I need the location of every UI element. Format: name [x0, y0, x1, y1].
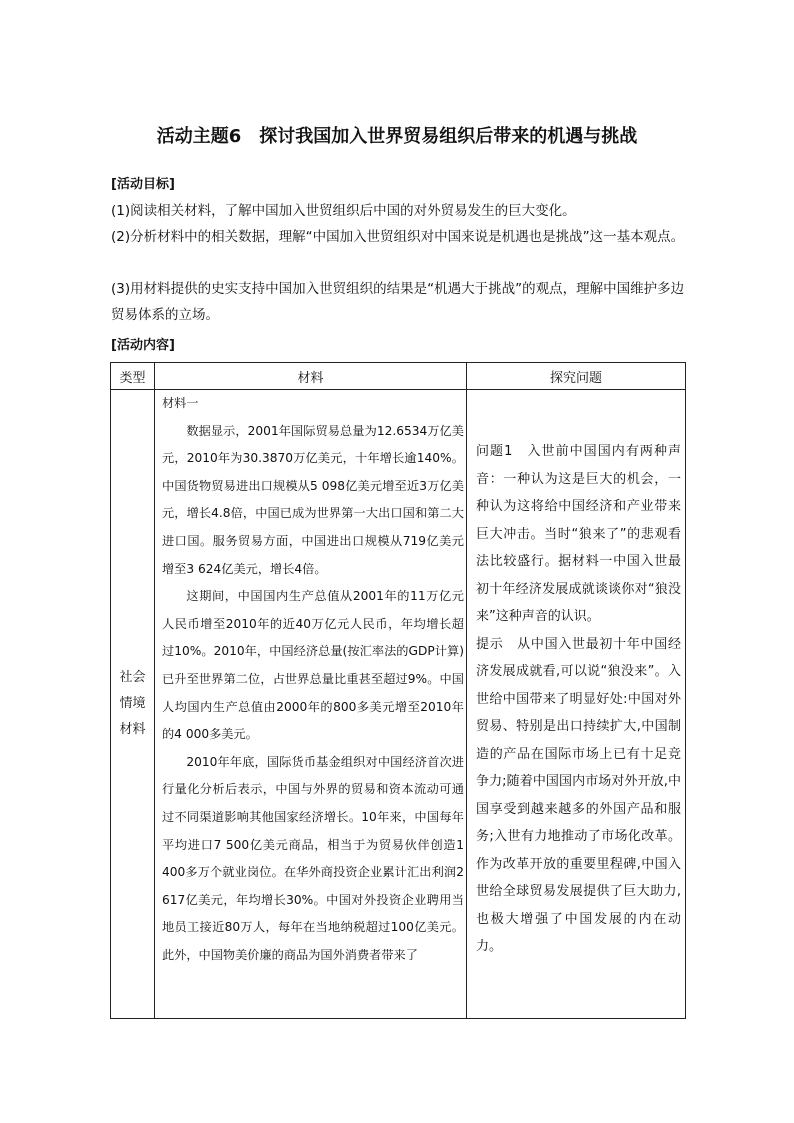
material-paragraph: 2010年年底，国际货币基金组织对中国经济首次进行量化分析后表示，中国与外界的贸易和资本流动可通过不同渠道影响其他国家经济增长。10年来，中国每年平均进口7 500亿美元商品，相当于为贸易伙伴创造1 400多万个就业岗位。在华外商投资企业累计汇出利润2 617亿美元，年均增长30%。中国对外投资企业聘用当地员工接近80万人，每年在当地纳税超过100亿美元。此外，中国物美价廉的商品为国外消费者带来了	[162, 754, 464, 962]
table-row	[111, 390, 686, 1019]
type-label-line: 情境	[119, 696, 146, 711]
type-label-line: 材料	[119, 722, 146, 737]
goal-item-3: (3)用材料提供的史实支持中国加入世贸组织的结果是“机遇大于挑战”的观点，理解中国维护多边贸易体系的立场。	[111, 281, 685, 323]
page-title: 活动主题6 探讨我国加入世界贸易组织后带来的机遇与挑战	[156, 126, 638, 147]
question-text: 问题1 入世前中国国内有两种声音：一种认为这是巨大的机会，一种认为这将给中国经济和产业带来巨大冲击。当时“狼来了”的悲观看法比较盛行。据材料一中国入世最初十年经济发展成就谈谈你对“狼没来”这种声音的认识。	[476, 444, 681, 624]
material-paragraph: 这期间，中国国内生产总值从2001年的11万亿元人民币增至2010年的近40万亿元人民币，年均增长超过10%。2010年，中国经济总量(按汇率法的GDP计算)已升至世界第二位，占世界总量比重甚至超过9%。中国人均国内生产总值由2000年的800多美元增至2010年的4 000多美元。	[162, 589, 464, 742]
hint-text: 提示 从中国入世最初十年中国经济发展成就看,可以说“狼没来”。入世给中国带来了明显好处:中国对外贸易、特别是出口持续扩大,中国制造的产品在国际市场上已有十足竞争力;随着中国国内市场对外开放,中国享受到越来越多的外国产品和服务;入世有力地推动了市场化改革。作为改革开放的重要里程碑,中国入世给全球贸易发展提供了巨大助力,也极大增强了中国发展的内在动力。	[476, 636, 681, 954]
goals-heading: [活动目标]	[111, 177, 175, 192]
goal-item-2: (2)分析材料中的相关数据，理解“中国加入世贸组织对中国来说是机遇也是挑战”这一基本观点。	[111, 229, 685, 245]
material-cell	[155, 390, 467, 1019]
header-material: 材料	[155, 363, 467, 390]
type-cell	[111, 390, 155, 1019]
question-cell	[467, 390, 686, 1019]
activity-table	[110, 362, 686, 1019]
type-label-line: 社会	[119, 670, 146, 685]
goal-item-1: (1)阅读相关材料，了解中国加入世贸组织后中国的对外贸易发生的巨大变化。	[111, 203, 576, 219]
content-heading: [活动内容]	[111, 338, 175, 353]
header-question: 探究问题	[467, 363, 686, 390]
material-title: 材料一	[162, 396, 199, 410]
header-type: 类型	[111, 363, 155, 390]
material-paragraph: 数据显示，2001年国际贸易总量为12.6534万亿美元，2010年为30.3870万亿美元，十年增长逾140%。中国货物贸易进出口规模从5 098亿美元增至近3万亿美元，增长4.8倍，中国已成为世界第一大出口国和第二大进口国。服务贸易方面，中国进出口规模从719亿美元增至3 624亿美元，增长4倍。	[162, 423, 464, 576]
table-header-row	[111, 363, 686, 390]
